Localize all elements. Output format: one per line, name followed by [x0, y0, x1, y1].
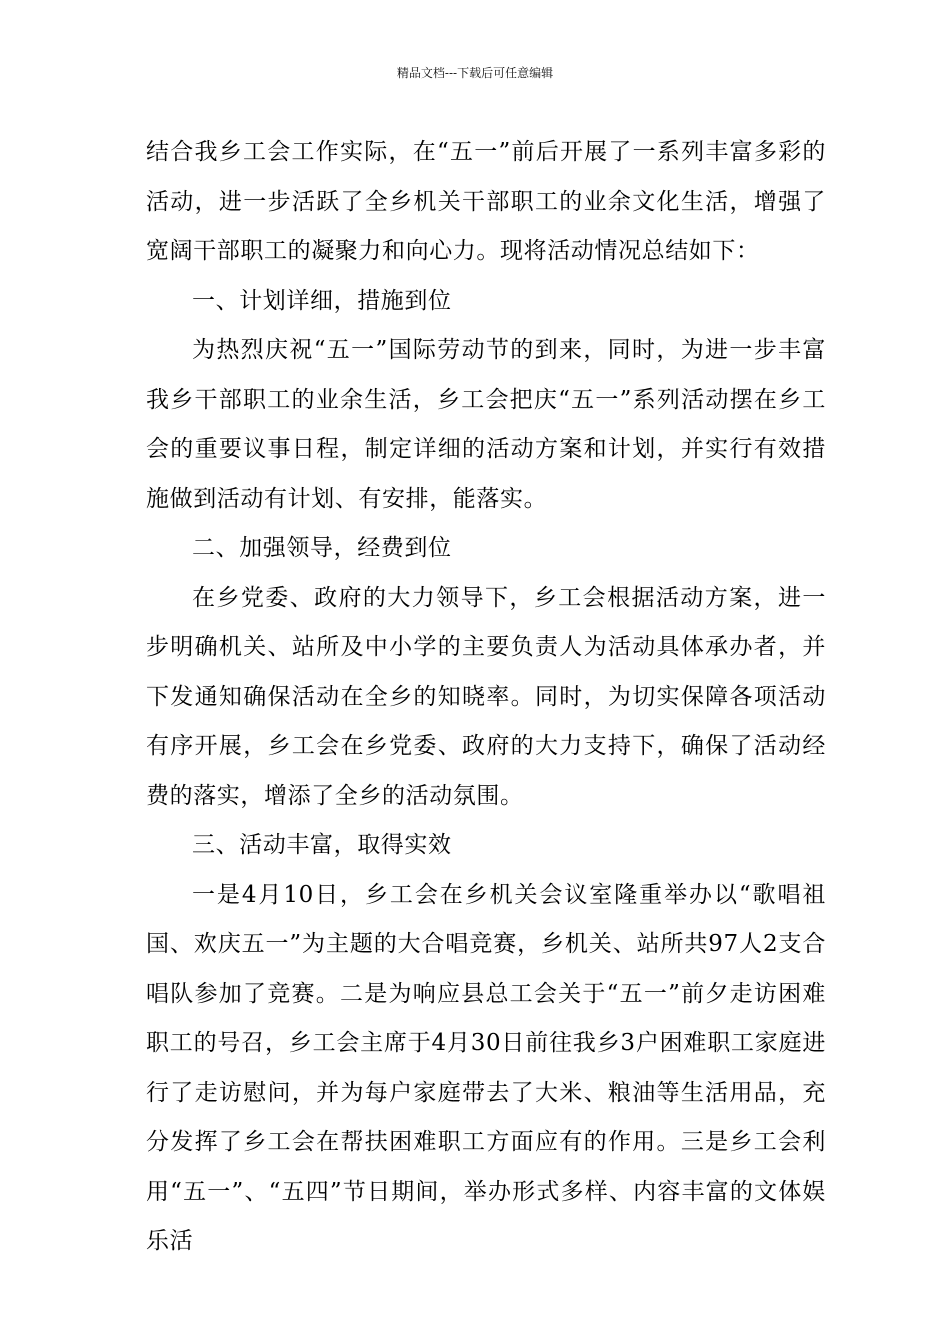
document-body: [146, 128, 826, 1267]
body-paragraph: 在乡党委、政府的大力领导下，乡工会根据活动方案，进一步明确机关、站所及中小学的主要负责人为活动具体承办者，并下发通知确保活动在全乡的知晓率。同时，为切实保障各项活动有序开展，乡工会在乡党委、政府的大力支持下，确保了活动经费的落实，增添了全乡的活动氛围。: [146, 584, 826, 809]
page-header: 精品文档---下载后可任意编辑: [396, 66, 554, 80]
section-heading: 三、活动丰富，取得实效: [192, 832, 452, 858]
section-heading: 一、计划详细，措施到位: [192, 287, 452, 314]
body-paragraph: 为热烈庆祝“五一”国际劳动节的到来，同时，为进一步丰富我乡干部职工的业余生活，乡工会把庆“五一”系列活动摆在乡工会的重要议事日程，制定详细的活动方案和计划，并实行有效措施做到活动有计划、有安排，能落实。: [146, 337, 826, 512]
section-heading: 二、加强领导，经费到位: [192, 535, 452, 561]
body-paragraph: 一是4月10日，乡工会在乡机关会议室隆重举办以“歌唱祖国、欢庆五一”为主题的大合唱竞赛，乡机关、站所共97人2支合唱队参加了竞赛。二是为响应县总工会关于“五一”前夕走访困难职工的号召，乡工会主席于4月30日前往我乡3户困难职工家庭进行了走访慰问，并为每户家庭带去了大米、粮油等生活用品，充分发挥了乡工会在帮扶困难职工方面应有的作用。三是乡工会利用“五一”、“五四”节日期间，举办形式多样、内容丰富的文体娱乐活: [146, 881, 826, 1254]
body-paragraph: 结合我乡工会工作实际，在“五一”前后开展了一系列丰富多彩的活动，进一步活跃了全乡机关干部职工的业余文化生活，增强了宽阔干部职工的凝聚力和向心力。现将活动情况总结如下：: [146, 139, 826, 264]
